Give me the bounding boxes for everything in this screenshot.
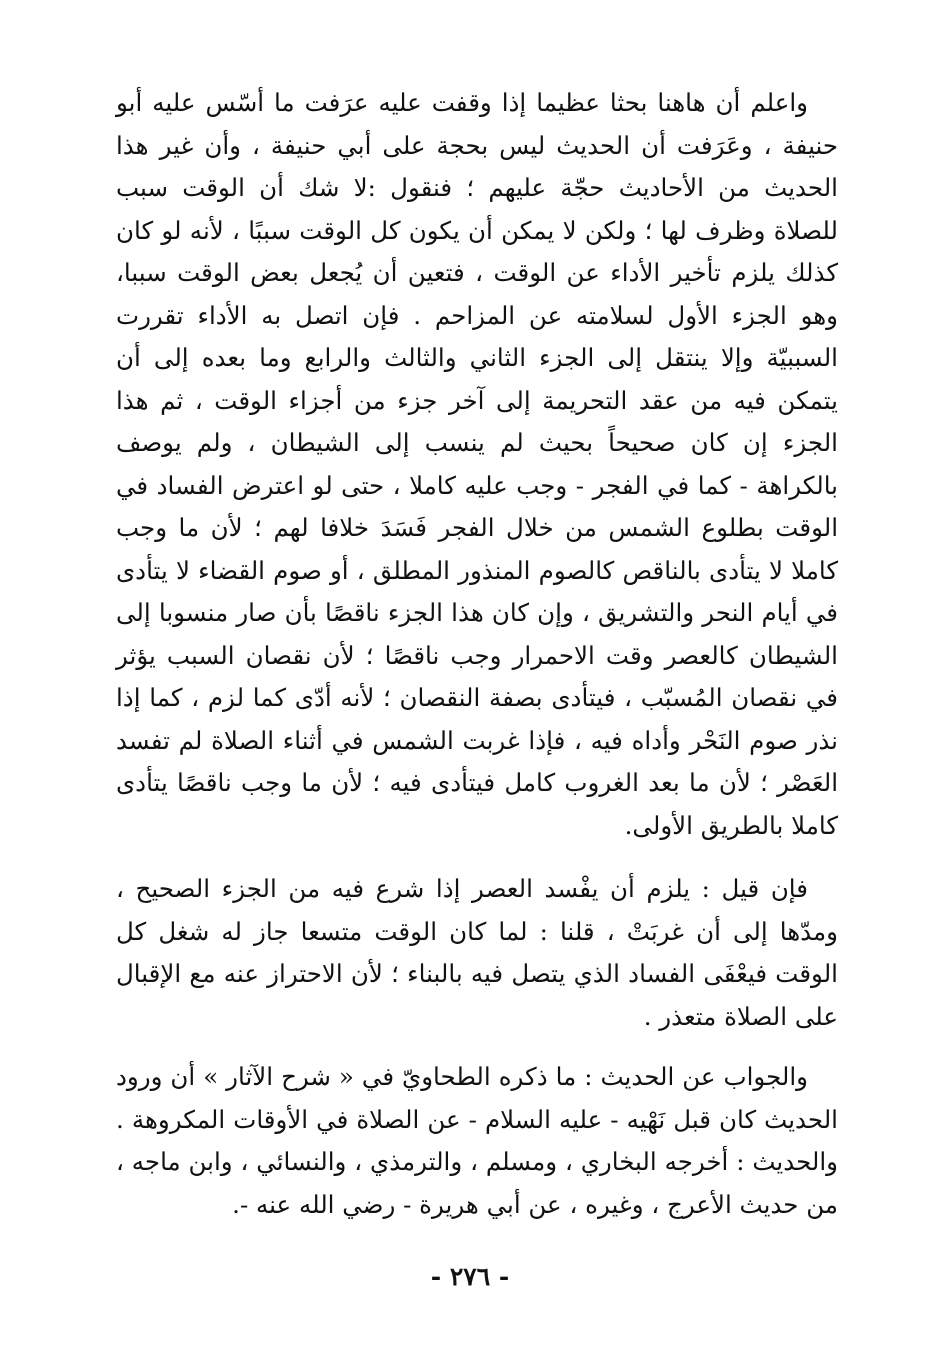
- paragraph: واعلم أن هاهنا بحثا عظيما إذا وقفت عليه عرَفت ما أسّس عليه أبو حنيفة ، وعَرَفت أن الحديث ليس بحجة على أبي حنيفة ، وأن غير هذا الحديث من الأحاديث حجّة عليهم ؛ فنقول :لا شك أن الوقت سبب للصلاة وظرف لها ؛ ولكن لا يمكن أن يكون كل الوقت سببًا ، لأنه لو كان كذلك يلزم تأخير الأداء عن الوقت ، فتعين أن يُجعل بعض الوقت سببا، وهو الجزء الأول لسلامته عن المزاحم . فإن اتصل به الأداء تقررت السببيّة وإلا ينتقل إلى الجزء الثاني والثالث والرابع وما بعده إلى أن يتمكن فيه من عقد التحريمة إلى آخر جزء من أجزاء الوقت ، ثم هذا الجزء إن كان صحيحاً بحيث لم ينسب إلى الشيطان ، ولم يوصف بالكراهة - كما في الفجر - وجب عليه كاملا ، حتى لو اعترض الفساد في الوقت بطلوع الشمس من خلال الفجر فَسَدَ خلافا لهم ؛ لأن ما وجب كاملا لا يتأدى بالناقص كالصوم المنذور المطلق ، أو صوم القضاء لا يتأدى في أيام النحر والتشريق ، وإن كان هذا الجزء ناقصًا بأن صار منسوبا إلى الشيطان كالعصر وقت الاحمرار وجب ناقصًا ؛ لأن نقصان السبب يؤثر في نقصان المُسبّب ، فيتأدى بصفة النقصان ؛ لأنه أدّى كما لزم ، كما إذا نذر صوم النَحْر وأداه فيه ، فإذا غربت الشمس في أثناء الصلاة لم تفسد العَصْر ؛ لأن ما بعد الغروب كامل فيتأدى فيه ؛ لأن ما وجب ناقصًا يتأدى كاملا بالطريق الأولى.: [116, 88, 838, 840]
- paragraph: فإن قيل : يلزم أن يفْسد العصر إذا شرع فيه من الجزء الصحيح ، ومدّها إلى أن غربَتْ ، قلنا : لما كان الوقت متسعا جاز له شغل كل الوقت فيعْفَى الفساد الذي يتصل فيه بالبناء ؛ لأن الاحتراز عنه مع الإقبال على الصلاة متعذر .: [116, 874, 838, 1031]
- page-number: - ٢٧٦ -: [430, 1262, 510, 1291]
- paragraph: والجواب عن الحديث : ما ذكره الطحاويّ في « شرح الآثار » أن ورود الحديث كان قبل نَهْيه - عليه السلام - عن الصلاة في الأوقات المكروهة . والحديث : أخرجه البخاري ، ومسلم ، والترمذي ، والنسائي ، وابن ماجه ، من حديث الأعرج ، وغيره ، عن أبي هريرة - رضي الله عنه -.: [116, 1062, 838, 1219]
- body-text-block: [116, 1056, 838, 1226]
- body-text-block: [116, 868, 838, 1038]
- body-text-block: [116, 82, 838, 847]
